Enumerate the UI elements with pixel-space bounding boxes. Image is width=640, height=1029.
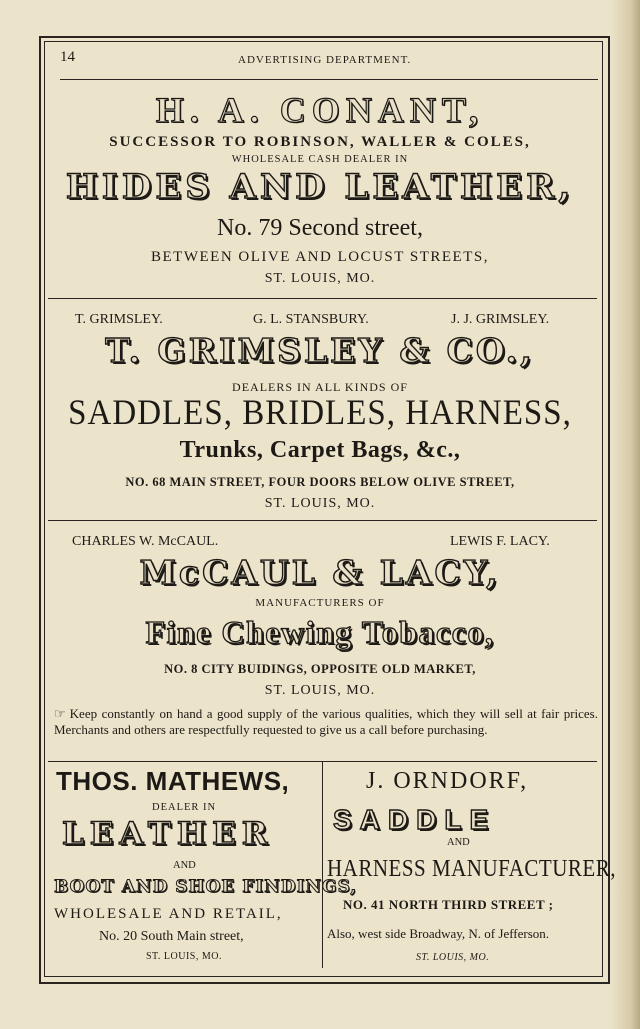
divider-1 [48, 298, 597, 299]
conant-goods: HIDES AND LEATHER, [65, 167, 575, 207]
grimsley-goods-2: Trunks, Carpet Bags, &c., [179, 437, 461, 463]
conant-between: BETWEEN OLIVE AND LOCUST STREETS, [151, 249, 489, 265]
mathews-goods: LEATHER [62, 816, 274, 852]
orndorf-address: NO. 41 NORTH THIRD STREET ; [343, 897, 554, 912]
mccaul-address: NO. 8 CITY BUIDINGS, OPPOSITE OLD MARKET, [164, 662, 476, 676]
orndorf-and: AND [447, 837, 470, 848]
conant-city: ST. LOUIS, MO. [264, 271, 376, 286]
orndorf-name: J. ORNDORF, [366, 768, 529, 794]
mccaul-city: ST. LOUIS, MO. [264, 683, 376, 698]
conant-dealer: WHOLESALE CASH DEALER IN [231, 154, 409, 165]
conant-name: H. A. CONANT, [155, 90, 485, 130]
orndorf-also: Also, west side Broadway, N. of Jefferson. [327, 926, 550, 941]
mathews-goods-2: BOOT AND SHOE FINDINGS, [54, 877, 358, 897]
mathews-address: No. 20 South Main street, [99, 929, 244, 944]
mathews-name: THOS. MATHEWS, [56, 766, 290, 796]
grimsley-partner-3: J. J. GRIMSLEY. [451, 312, 550, 327]
mathews-dealer: DEALER IN [152, 802, 217, 813]
grimsley-goods-1: SADDLES, BRIDLES, HARNESS, [68, 393, 572, 433]
conant-successor: SUCCESSOR TO ROBINSON, WALLER & COLES, [109, 134, 531, 150]
mccaul-notice-text: Keep constantly on hand a good supply of the various qualities, which they will sell at fair prices. Merchants and others are respectfully requested to give us a call before purchasing. [54, 706, 598, 737]
column-divider [322, 761, 323, 968]
orndorf-goods-2: HARNESS MANUFACTURER, [327, 854, 616, 882]
conant-address: No. 79 Second street, [217, 215, 423, 241]
pointing-hand-icon: ☞ [54, 706, 66, 721]
grimsley-partner-1: T. GRIMSLEY. [75, 312, 163, 327]
grimsley-city: ST. LOUIS, MO. [264, 496, 376, 511]
mccaul-partner-1: CHARLES W. McCAUL. [72, 534, 219, 549]
running-header: ADVERTISING DEPARTMENT. [238, 54, 412, 66]
grimsley-name: T. GRIMSLEY & CO., [105, 331, 535, 370]
header-rule [60, 79, 598, 80]
mccaul-notice [54, 706, 598, 738]
grimsley-address: NO. 68 MAIN STREET, FOUR DOORS BELOW OLIVE STREET, [125, 475, 515, 489]
mccaul-manufacturers: MANUFACTURERS OF [255, 597, 385, 609]
divider-2 [48, 520, 597, 521]
orndorf-goods: SADDLE [333, 804, 497, 835]
mccaul-product: Fine Chewing Tobacco, [145, 614, 495, 650]
orndorf-city: ST. LOUIS, MO. [416, 952, 490, 963]
mathews-city: ST. LOUIS, MO. [146, 951, 222, 962]
grimsley-dealers: DEALERS IN ALL KINDS OF [232, 380, 408, 394]
page-number: 14 [60, 49, 75, 65]
mccaul-partner-2: LEWIS F. LACY. [450, 534, 550, 549]
mccaul-name: McCAUL & LACY, [139, 553, 501, 592]
mathews-and: AND [173, 860, 196, 871]
grimsley-partner-2: G. L. STANSBURY. [253, 312, 369, 327]
mathews-trade: WHOLESALE AND RETAIL, [54, 906, 283, 922]
